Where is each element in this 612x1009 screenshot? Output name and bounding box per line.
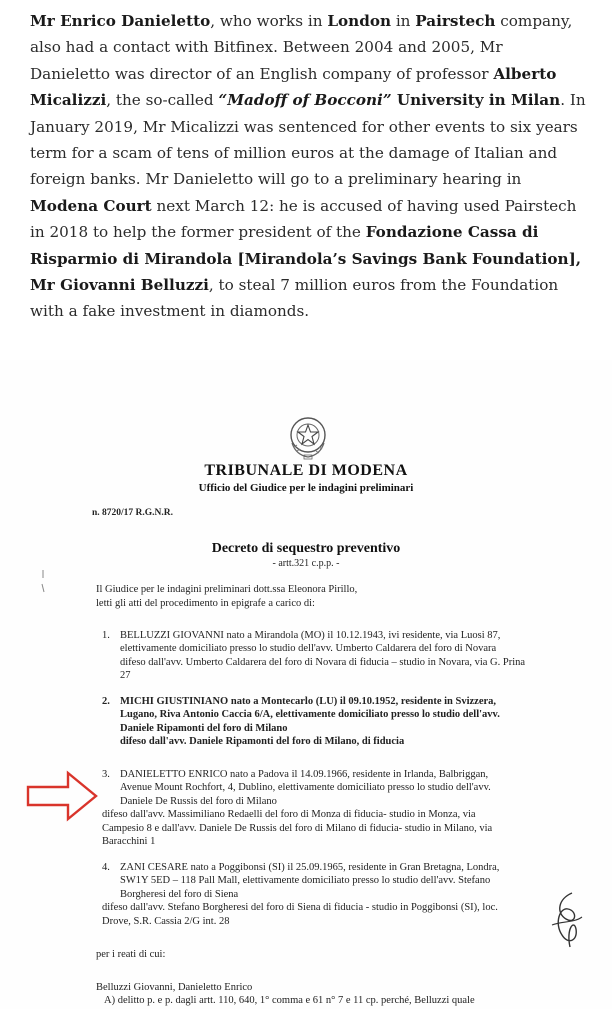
article-text-span: in: [391, 12, 416, 30]
defendant-line: DANIELETTO ENRICO nato a Padova il 14.09.1966, residente in Irlanda, Balbriggan,: [120, 769, 489, 780]
defendant-line: elettivamente domiciliato presso lo studio dell'avv. Umberto Caldarera del foro di Novara: [120, 643, 497, 655]
defendant-line: Daniele De Russis del foro di Milano: [120, 795, 277, 807]
article-bold-text: Mr Enrico Danieletto: [30, 12, 211, 30]
defendant-line: Avenue Mount Rochfort, 4, Dublino, elettivamente domiciliato presso lo studio dell'avv.: [120, 782, 491, 794]
intro-line: letti gli atti del procedimento in epigrafe a carico di:: [96, 597, 315, 609]
accused-names: Belluzzi Giovanni, Danieletto Enrico: [96, 982, 253, 993]
charge-line: A) delitto p. e p. dagli artt. 110, 640, 1° comma e 61 n° 7 e 11 cp. perché, Belluzzi quale: [104, 995, 475, 1006]
defendant-entry: [102, 861, 562, 928]
article-bold-text: University in Milan: [391, 91, 561, 110]
defendant-line: BELLUZZI GIOVANNI nato a Mirandola (MO) il 10.12.1943, ivi residente, via Luosi 87,: [120, 630, 501, 641]
article-bold-text: Modena Court: [30, 196, 152, 215]
defendant-entry: [102, 629, 562, 683]
article-bold-text: Alberto Micalizzi: [30, 64, 557, 110]
defendant-line: SW1Y 5ED – 118 Pall Mall, elettivamente domiciliato presso lo studio dell'avv. Stefano: [120, 875, 491, 887]
defendant-line: ZANI CESARE nato a Poggibonsi (SI) il 25.09.1965, residente in Gran Bretagna, Londra,: [120, 862, 500, 873]
defendant-number: 3.: [102, 769, 110, 780]
defendant-line: Borgheresi del foro di Siena: [120, 888, 239, 900]
article-bold-text: [218, 91, 391, 109]
article-text-span: company, also had a contact with Bitfinex. Between 2004 and 2005, Mr Danieletto was director of an English company of professor: [30, 12, 573, 83]
defendant-entry-highlighted: [102, 768, 562, 848]
decree-title: Decreto di sequestro preventivo: [211, 541, 401, 556]
crimes-label: per i reati di cui:: [96, 949, 166, 960]
defendant-line: 27: [120, 670, 131, 682]
defendant-line: difeso dall'avv. Daniele Ripamonti del foro di Milano, di fiducia: [120, 736, 405, 748]
intro-line: Il Giudice per le indagini preliminari dott.ssa Eleonora Pirillo,: [96, 584, 358, 595]
article-paragraph: [30, 8, 586, 325]
defendant-number: 2.: [102, 696, 110, 707]
article-text-span: . In January 2019, Mr Micalizzi was sentenced for other events to six years term for a scam of tens of million euros at the damage of Italian and foreign banks. Mr Danieletto will go to a preliminary hearing in: [30, 91, 586, 189]
defendant-line: Baracchini 1: [102, 836, 156, 848]
court-title: TRIBUNALE DI MODENA: [204, 462, 408, 479]
scan-mark: [40, 570, 46, 594]
article-text-span: , to steal 7 million euros from the Foundation with a fake investment in diamonds.: [30, 276, 559, 321]
court-document-scan: [0, 360, 612, 1009]
defendant-line: Lugano, Riva Antonio Caccia 6/A, elettivamente domiciliato presso lo studio dell'avv.: [120, 709, 500, 721]
article-bold-text: London: [327, 12, 391, 30]
defendant-line: Daniele Ripamonti del foro di Milano: [120, 722, 288, 734]
defendant-line: difeso dall'avv. Umberto Caldarera del foro di Novara di fiducia – studio in Novara, via G. Prina: [120, 656, 526, 668]
article-text-span: , who works in: [210, 12, 328, 30]
case-number: n. 8720/17 R.G.N.R.: [92, 508, 174, 518]
article-text-span: next March 12: he is accused of having used Pairstech in 2018 to help the former president of the: [30, 196, 577, 242]
defendant-line: Drove, S.R. Cassia 2/G int. 28: [102, 915, 230, 927]
defendant-line: MICHI GIUSTINIANO nato a Montecarlo (LU) il 09.10.1952, residente in Svizzera,: [120, 696, 497, 707]
handwritten-signature: [548, 889, 586, 951]
article-emphasis: “Madoff of Bocconi”: [218, 91, 392, 110]
article-bold-text: Fondazione Cassa di Risparmio di Mirandola [Mirandola’s Savings Bank Foundation], Mr Giovanni Belluzzi: [30, 223, 582, 295]
article-text-span: , the so-called: [106, 91, 219, 110]
red-arrow-icon: [26, 770, 98, 822]
defendant-line: difeso dall'avv. Stefano Borgheresi del foro di Siena di fiducia - studio in Poggibonsi (SI), loc.: [102, 902, 498, 914]
court-office: Ufficio del Giudice per le indagini preliminari: [198, 482, 414, 494]
defendant-number: 1.: [102, 630, 110, 641]
defendant-entry: [102, 695, 562, 749]
article-bold-text: Pairstech: [415, 12, 496, 30]
defendant-line: difeso dall'avv. Massimiliano Redaelli del foro di Monza di fiducia- studio in Monza, via: [102, 809, 476, 821]
defendant-line: Campesio 8 e dall'avv. Daniele De Russis del foro di Milano di fiducia- studio in Milano, via: [102, 822, 493, 834]
article-text: [30, 8, 586, 325]
decree-subtitle: - artt.321 c.p.p. -: [272, 558, 340, 569]
decree-intro: [96, 583, 536, 610]
italian-republic-emblem-icon: [286, 413, 330, 461]
defendant-number: 4.: [102, 862, 110, 873]
